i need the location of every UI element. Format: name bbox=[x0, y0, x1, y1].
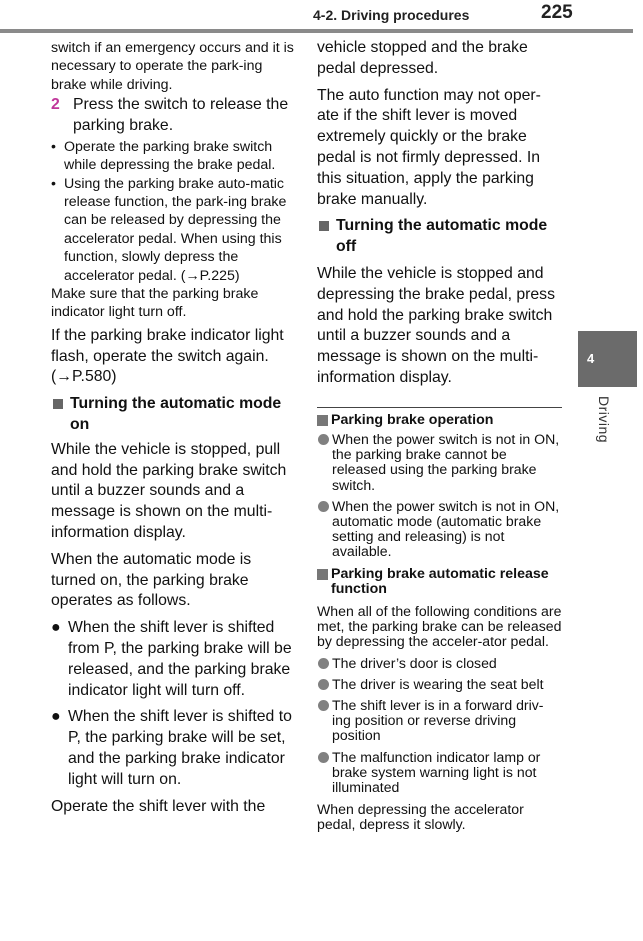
bullet-text: When the shift lever is shifted to P, the parking brake will be set, and the parking brake indicator light will turn on. bbox=[68, 708, 292, 788]
auto-off-text: While the vehicle is stopped and depressing the brake pedal, press and hold the parking brake switch until a buzzer sounds and a message is shown on the multi-information display. bbox=[317, 264, 555, 386]
release-outro: When depressing the accelerator pedal, depress it slowly. bbox=[317, 801, 524, 833]
operation-heading-text: Parking brake operation bbox=[331, 411, 494, 428]
bullet-text: When the shift lever is shifted from P, the parking brake will be released, and the parking brake indicator light will turn off. bbox=[68, 619, 292, 699]
list-item bbox=[51, 707, 296, 790]
bullet-dot-icon bbox=[318, 658, 329, 669]
step-2 bbox=[51, 95, 296, 137]
caution-text: The auto function may not oper-ate if the shift lever is moved extremely quickly or the brake pedal is not firmly depressed. In this situation, apply the parking brake manually. bbox=[317, 86, 541, 208]
auto-on-follows: When the automatic mode is turned on, the parking brake operates as follows. bbox=[51, 550, 252, 610]
operation-heading bbox=[317, 413, 562, 428]
list-item bbox=[51, 618, 296, 701]
condition-text: The driver is wearing the seat belt bbox=[332, 675, 544, 692]
section-title: 4-2. Driving procedures bbox=[313, 7, 470, 23]
heading-square-icon bbox=[317, 415, 328, 426]
bullet-icon: • bbox=[51, 175, 56, 192]
info-divider bbox=[317, 407, 562, 408]
list-item bbox=[317, 656, 562, 671]
intro-paragraph: switch if an emergency occurs and it is necessary to operate the park-ing brake while driving. bbox=[51, 40, 294, 93]
bullet-dot-icon: ● bbox=[51, 708, 61, 726]
indicator-note: Make sure that the parking brake indicator light turn off. bbox=[51, 286, 259, 321]
bullet-dot-icon: ● bbox=[51, 619, 61, 637]
auto-on-heading bbox=[51, 394, 296, 436]
bullet-text: Using the parking brake auto-matic release function, the park-ing brake can be released by depressing the accelerator pedal. When using this function, slowly depress the accelerator pedal. (→P.225) bbox=[64, 175, 287, 284]
step-text: Press the switch to release the parking brake. bbox=[73, 96, 289, 135]
chapter-label: Driving bbox=[596, 396, 612, 444]
release-heading bbox=[317, 567, 562, 597]
closing-text: Operate the shift lever with the bbox=[51, 797, 266, 815]
list-item bbox=[317, 750, 562, 796]
bullet-dot-icon bbox=[318, 700, 329, 711]
auto-on-text: While the vehicle is stopped, pull and hold the parking brake switch until a buzzer sounds and a message is shown on the multi-information display. bbox=[51, 440, 287, 542]
heading-square-icon bbox=[53, 399, 63, 409]
auto-off-heading bbox=[317, 216, 562, 258]
bullet-dot-icon bbox=[318, 434, 329, 445]
bullet-text: When the power switch is not in ON, the parking brake cannot be released using the parking brake switch. bbox=[332, 430, 560, 493]
release-intro: When all of the following conditions are met, the parking brake can be released by depressing the acceler-ator pedal. bbox=[317, 602, 562, 650]
bullet-text: Operate the parking brake switch while depressing the brake pedal. bbox=[64, 138, 276, 174]
continuation-text: vehicle stopped and the brake pedal depressed. bbox=[317, 39, 528, 77]
left-column bbox=[51, 38, 296, 817]
heading-square-icon bbox=[319, 221, 329, 231]
auto-off-heading-text: Turning the automatic mode off bbox=[336, 217, 548, 256]
step-number: 2 bbox=[51, 96, 60, 114]
bullet-dot-icon bbox=[318, 501, 329, 512]
auto-on-heading-text: Turning the automatic mode on bbox=[70, 395, 282, 434]
condition-text: The shift lever is in a forward driv-ing position or reverse driving position bbox=[332, 697, 544, 744]
list-item bbox=[317, 432, 562, 493]
bullet-dot-icon bbox=[318, 679, 329, 690]
chapter-tab[interactable] bbox=[578, 331, 637, 387]
list-item bbox=[317, 677, 562, 692]
list-item bbox=[51, 138, 296, 175]
header-rule bbox=[0, 29, 633, 33]
heading-square-icon bbox=[317, 569, 328, 580]
bullet-dot-icon bbox=[318, 752, 329, 763]
page-number: 225 bbox=[541, 2, 573, 23]
list-item bbox=[317, 698, 562, 744]
list-item bbox=[317, 499, 562, 560]
condition-text: The malfunction indicator lamp or brake system warning light is not illuminated bbox=[332, 748, 541, 796]
list-item bbox=[51, 175, 296, 285]
flash-note: If the parking brake indicator light flash, operate the switch again. (→P.580) bbox=[51, 326, 284, 386]
release-heading-text: Parking brake automatic release function bbox=[331, 565, 549, 597]
condition-text: The driver’s door is closed bbox=[332, 654, 497, 671]
bullet-icon: • bbox=[51, 138, 56, 155]
bullet-text: When the power switch is not in ON, automatic mode (automatic brake setting and releasing) is not available. bbox=[332, 497, 560, 560]
chapter-number: 4 bbox=[587, 351, 595, 366]
right-column bbox=[317, 38, 562, 833]
